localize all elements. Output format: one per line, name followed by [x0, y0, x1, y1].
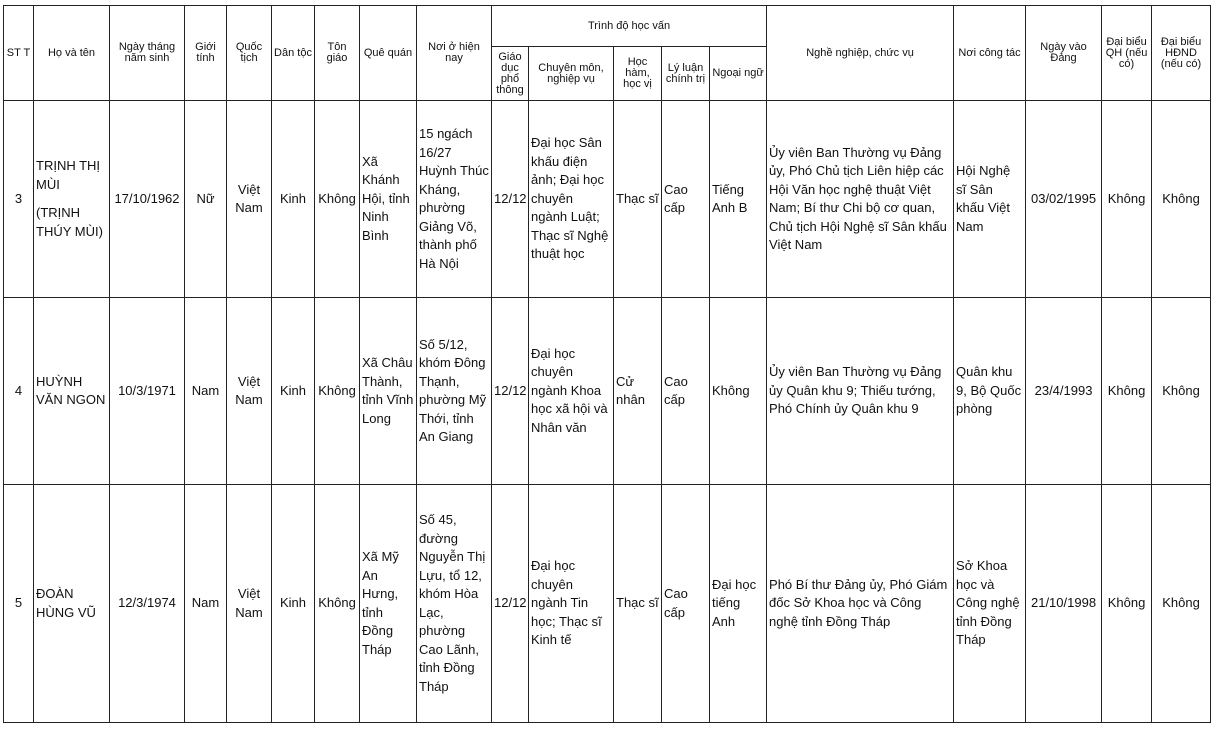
cell-pc-delegate: Không — [1152, 101, 1211, 298]
cell-na-delegate: Không — [1102, 485, 1152, 723]
cell-stt: 4 — [4, 298, 34, 485]
cell-residence: Số 45, đường Nguyễn Thị Lựu, tổ 12, khóm Hòa Lạc, phường Cao Lãnh, tỉnh Đồng Tháp — [417, 485, 492, 723]
cell-stt: 3 — [4, 101, 34, 298]
header-party-date: Ngày vào Đảng — [1026, 6, 1102, 101]
cell-ethnic: Kinh — [272, 298, 315, 485]
header-religion: Tôn giáo — [315, 6, 360, 101]
header-education-group: Trình độ học vấn — [492, 6, 767, 47]
cell-residence: Số 5/12, khóm Đông Thạnh, phường Mỹ Thới, tỉnh An Giang — [417, 298, 492, 485]
header-stt: ST T — [4, 6, 34, 101]
cell-ethnic: Kinh — [272, 485, 315, 723]
cell-religion: Không — [315, 298, 360, 485]
cell-name — [34, 485, 110, 723]
header-name: Họ và tên — [34, 6, 110, 101]
cell-name — [34, 298, 110, 485]
cell-political: Cao cấp — [662, 101, 710, 298]
cell-hometown: Xã Mỹ An Hưng, tỉnh Đồng Tháp — [360, 485, 417, 723]
name-primary: HUỲNH VĂN NGON — [36, 373, 106, 407]
cell-party-date: 03/02/1995 — [1026, 101, 1102, 298]
cell-residence: 15 ngách 16/27 Huỳnh Thúc Kháng, phường Giảng Võ, thành phố Hà Nội — [417, 101, 492, 298]
cell-occupation: Phó Bí thư Đảng ủy, Phó Giám đốc Sở Khoa học và Công nghệ tỉnh Đồng Tháp — [767, 485, 954, 723]
cell-degree: Cử nhân — [614, 298, 662, 485]
cell-gender: Nam — [185, 485, 227, 723]
cell-degree: Thạc sĩ — [614, 101, 662, 298]
cell-political: Cao cấp — [662, 298, 710, 485]
cell-specialty: Đại học chuyên ngành Tin học; Thạc sĩ Kinh tế — [529, 485, 614, 723]
cell-dob: 12/3/1974 — [110, 485, 185, 723]
cell-party-date: 23/4/1993 — [1026, 298, 1102, 485]
header-ethnic: Dân tộc — [272, 6, 315, 101]
header-residence: Nơi ở hiện nay — [417, 6, 492, 101]
name-primary: TRỊNH THỊ MÙI — [36, 158, 101, 192]
name-alternate: (TRỊNH THÚY MÙI) — [36, 205, 103, 239]
cell-language: Tiếng Anh B — [710, 101, 767, 298]
cell-religion: Không — [315, 101, 360, 298]
header-dob: Ngày tháng năm sinh — [110, 6, 185, 101]
cell-hometown: Xã Khánh Hội, tỉnh Ninh Bình — [360, 101, 417, 298]
header-nationality: Quốc tịch — [227, 6, 272, 101]
cell-language: Không — [710, 298, 767, 485]
cell-dob: 17/10/1962 — [110, 101, 185, 298]
header-political: Lý luận chính trị — [662, 47, 710, 101]
candidate-table — [3, 5, 1211, 723]
cell-hometown: Xã Châu Thành, tỉnh Vĩnh Long — [360, 298, 417, 485]
header-workplace: Nơi công tác — [954, 6, 1026, 101]
cell-general-edu: 12/12 — [492, 485, 529, 723]
table-row — [4, 101, 1211, 298]
cell-occupation: Ủy viên Ban Thường vụ Đảng ủy Quân khu 9; Thiếu tướng, Phó Chính ủy Quân khu 9 — [767, 298, 954, 485]
cell-name — [34, 101, 110, 298]
name-primary: ĐOÀN HÙNG VŨ — [36, 586, 96, 620]
header-language: Ngoại ngữ — [710, 47, 767, 101]
cell-pc-delegate: Không — [1152, 485, 1211, 723]
header-degree: Học hàm, học vị — [614, 47, 662, 101]
cell-general-edu: 12/12 — [492, 101, 529, 298]
cell-ethnic: Kinh — [272, 101, 315, 298]
cell-language: Đại học tiếng Anh — [710, 485, 767, 723]
cell-workplace: Sở Khoa học và Công nghệ tỉnh Đồng Tháp — [954, 485, 1026, 723]
cell-na-delegate: Không — [1102, 298, 1152, 485]
cell-party-date: 21/10/1998 — [1026, 485, 1102, 723]
cell-gender: Nữ — [185, 101, 227, 298]
header-occupation: Nghề nghiệp, chức vụ — [767, 6, 954, 101]
table-row — [4, 298, 1211, 485]
cell-dob: 10/3/1971 — [110, 298, 185, 485]
cell-stt: 5 — [4, 485, 34, 723]
header-general-edu: Giáo dục phổ thông — [492, 47, 529, 101]
cell-na-delegate: Không — [1102, 101, 1152, 298]
cell-nationality: Việt Nam — [227, 101, 272, 298]
cell-pc-delegate: Không — [1152, 298, 1211, 485]
cell-workplace: Quân khu 9, Bộ Quốc phòng — [954, 298, 1026, 485]
cell-occupation: Ủy viên Ban Thường vụ Đảng ủy, Phó Chủ tịch Liên hiệp các Hội Văn học nghệ thuật Việt Nam; Bí thư Chi bộ cơ quan, Chủ tịch Hội Nghệ sĩ Sân khấu Việt Nam — [767, 101, 954, 298]
header-hometown: Quê quán — [360, 6, 417, 101]
header-specialty: Chuyên môn, nghiệp vụ — [529, 47, 614, 101]
cell-religion: Không — [315, 485, 360, 723]
cell-workplace: Hội Nghệ sĩ Sân khấu Việt Nam — [954, 101, 1026, 298]
header-gender: Giới tính — [185, 6, 227, 101]
cell-gender: Nam — [185, 298, 227, 485]
cell-specialty: Đại học Sân khấu điện ảnh; Đại học chuyên ngành Luật; Thạc sĩ Nghệ thuật học — [529, 101, 614, 298]
cell-nationality: Việt Nam — [227, 298, 272, 485]
table-row — [4, 485, 1211, 723]
cell-degree: Thạc sĩ — [614, 485, 662, 723]
header-na-delegate: Đại biểu QH (nếu có) — [1102, 6, 1152, 101]
cell-specialty: Đại học chuyên ngành Khoa học xã hội và Nhân văn — [529, 298, 614, 485]
cell-general-edu: 12/12 — [492, 298, 529, 485]
cell-political: Cao cấp — [662, 485, 710, 723]
header-pc-delegate: Đại biểu HĐND (nếu có) — [1152, 6, 1211, 101]
cell-nationality: Việt Nam — [227, 485, 272, 723]
